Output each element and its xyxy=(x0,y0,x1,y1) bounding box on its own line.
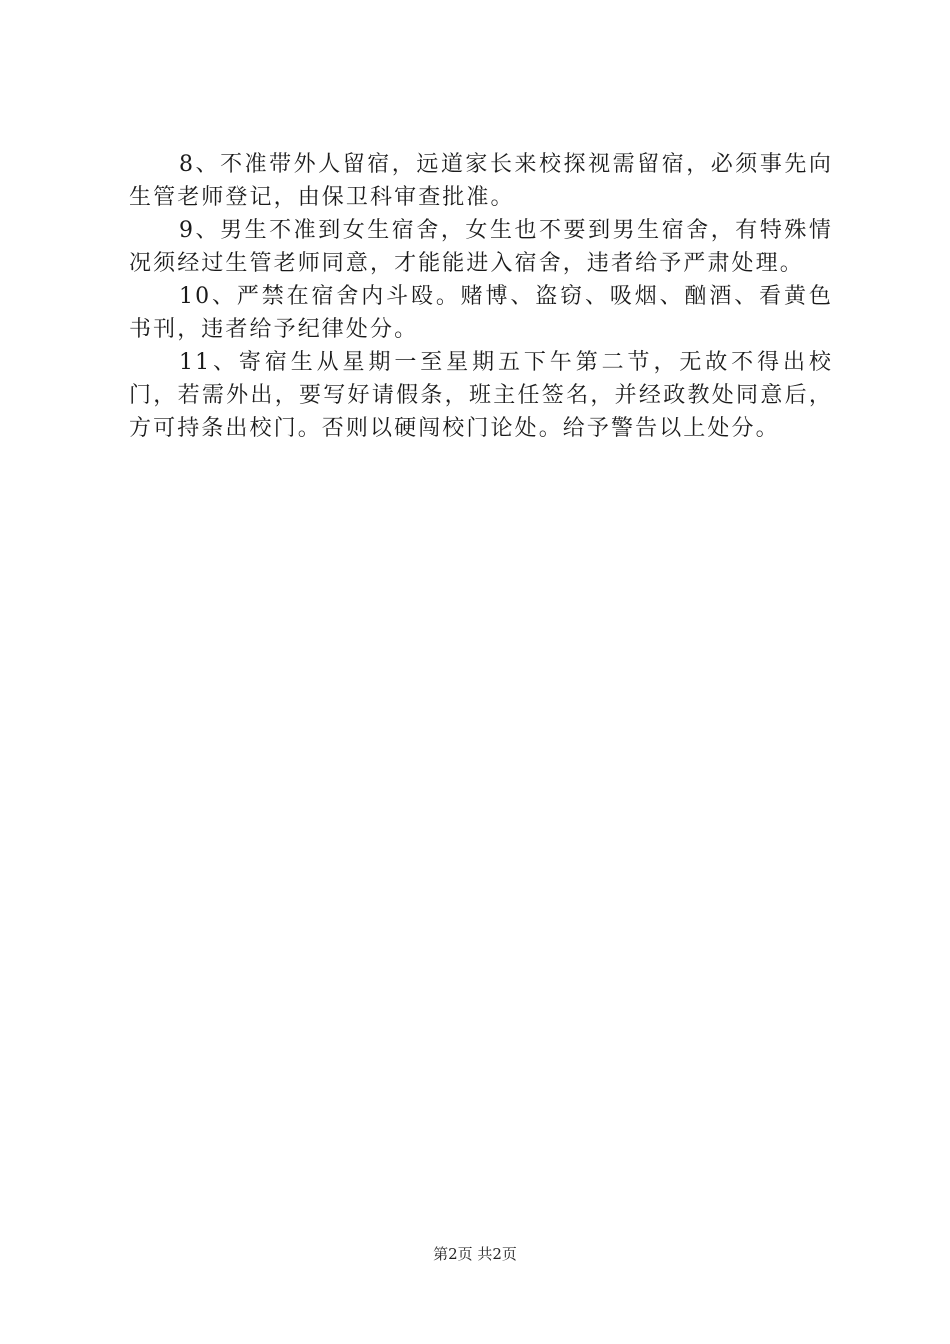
paragraph-rule-9: 9、男生不准到女生宿舍，女生也不要到男生宿舍，有特殊情况须经过生管老师同意，才能能进入宿舍，违者给予严肃处理。 xyxy=(129,218,833,276)
paragraph-rule-10: 10、严禁在宿舍内斗殴。赌博、盗窃、吸烟、酗酒、看黄色书刊，违者给予纪律处分。 xyxy=(129,284,833,342)
document-body xyxy=(129,148,833,445)
page-number-footer: 第2页 共2页 xyxy=(433,1245,517,1263)
paragraph-rule-8: 8、不准带外人留宿，远道家长来校探视需留宿，必须事先向生管老师登记，由保卫科审查批准。 xyxy=(129,152,833,210)
paragraph-rule-11: 11、寄宿生从星期一至星期五下午第二节，无故不得出校门，若需外出，要写好请假条，班主任签名，并经政教处同意后，方可持条出校门。否则以硬闯校门论处。给予警告以上处分。 xyxy=(129,350,833,441)
